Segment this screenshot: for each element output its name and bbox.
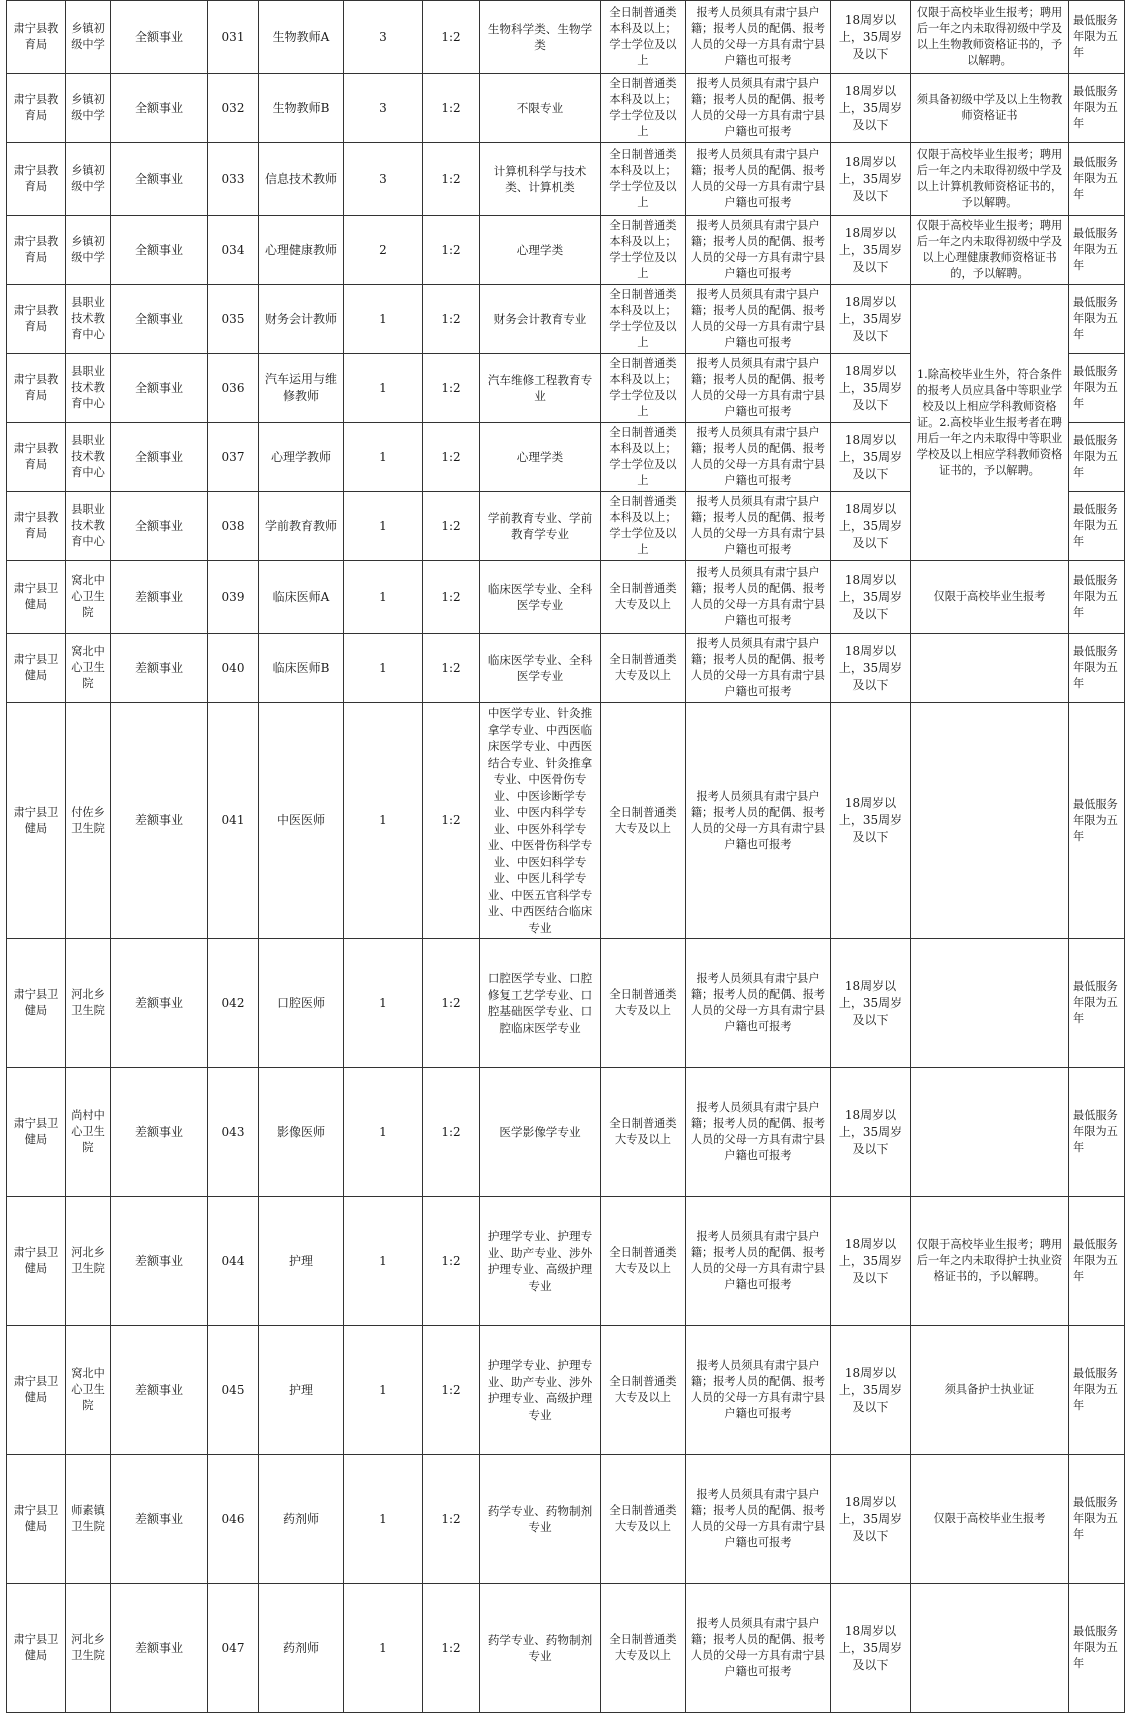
major-cell: 不限专业: [480, 74, 601, 143]
service-cell: 最低服务年限为五年: [1069, 1455, 1125, 1584]
age-cell: 18周岁以上，35周岁及以下: [831, 216, 911, 285]
age-cell: 18周岁以上，35周岁及以下: [831, 423, 911, 492]
unit-cell: 乡镇初级中学: [66, 1, 111, 74]
education-cell: 全日制普通类大专及以上: [601, 1455, 686, 1584]
recruitment-table: [6, 0, 1125, 1713]
unit-cell: 乡镇初级中学: [66, 74, 111, 143]
hukou-cell: 报考人员须具有肃宁县户籍；报考人员的配偶、报考人员的父母一方具有肃宁县户籍也可报考: [686, 634, 831, 703]
post-cell: 生物教师A: [259, 1, 344, 74]
nature-cell: 差额事业: [111, 1068, 208, 1197]
major-cell: 护理学专业、护理专业、助产专业、涉外护理专业、高级护理专业: [480, 1197, 601, 1326]
dept-cell: 肃宁县教育局: [7, 354, 66, 423]
merged-note-cell: 1.除高校毕业生外，符合条件的报考人员应具备中等职业学校及以上相应学科教师资格证。2.高校毕业生报考者在聘用后一年之内未取得中等职业学校及以上相应学科教师资格证书的，予以解聘。: [911, 285, 1069, 561]
code-cell: 045: [208, 1326, 259, 1455]
hukou-cell: 报考人员须具有肃宁县户籍；报考人员的配偶、报考人员的父母一方具有肃宁县户籍也可报考: [686, 1584, 831, 1713]
note-cell: [911, 939, 1069, 1068]
table-row: [7, 1197, 1125, 1326]
nature-cell: 全额事业: [111, 216, 208, 285]
hukou-cell: 报考人员须具有肃宁县户籍；报考人员的配偶、报考人员的父母一方具有肃宁县户籍也可报考: [686, 1455, 831, 1584]
age-cell: 18周岁以上，35周岁及以下: [831, 143, 911, 216]
table-row: [7, 1068, 1125, 1197]
dept-cell: 肃宁县卫健局: [7, 703, 66, 939]
education-cell: 全日制普通类本科及以上；学士学位及以上: [601, 423, 686, 492]
note-cell: [911, 1068, 1069, 1197]
post-cell: 口腔医师: [259, 939, 344, 1068]
post-cell: 临床医师A: [259, 561, 344, 634]
age-cell: 18周岁以上，35周岁及以下: [831, 561, 911, 634]
unit-cell: 窝北中心卫生院: [66, 1326, 111, 1455]
age-cell: 18周岁以上，35周岁及以下: [831, 634, 911, 703]
service-cell: 最低服务年限为五年: [1069, 1197, 1125, 1326]
unit-cell: 付佐乡卫生院: [66, 703, 111, 939]
code-cell: 042: [208, 939, 259, 1068]
code-cell: 040: [208, 634, 259, 703]
age-cell: 18周岁以上，35周岁及以下: [831, 74, 911, 143]
major-cell: 学前教育专业、学前教育学专业: [480, 492, 601, 561]
age-cell: 18周岁以上，35周岁及以下: [831, 1326, 911, 1455]
table-row: [7, 561, 1125, 634]
hukou-cell: 报考人员须具有肃宁县户籍；报考人员的配偶、报考人员的父母一方具有肃宁县户籍也可报考: [686, 74, 831, 143]
nature-cell: 差额事业: [111, 1584, 208, 1713]
hukou-cell: 报考人员须具有肃宁县户籍；报考人员的配偶、报考人员的父母一方具有肃宁县户籍也可报考: [686, 1326, 831, 1455]
hukou-cell: 报考人员须具有肃宁县户籍；报考人员的配偶、报考人员的父母一方具有肃宁县户籍也可报考: [686, 561, 831, 634]
post-cell: 影像医师: [259, 1068, 344, 1197]
hukou-cell: 报考人员须具有肃宁县户籍；报考人员的配偶、报考人员的父母一方具有肃宁县户籍也可报考: [686, 1197, 831, 1326]
service-cell: 最低服务年限为五年: [1069, 634, 1125, 703]
post-cell: 学前教育教师: [259, 492, 344, 561]
dept-cell: 肃宁县卫健局: [7, 1455, 66, 1584]
hukou-cell: 报考人员须具有肃宁县户籍；报考人员的配偶、报考人员的父母一方具有肃宁县户籍也可报考: [686, 703, 831, 939]
table-row: [7, 634, 1125, 703]
post-cell: 药剂师: [259, 1455, 344, 1584]
count-cell: 1: [344, 634, 423, 703]
major-cell: 药学专业、药物制剂专业: [480, 1455, 601, 1584]
major-cell: 财务会计教育专业: [480, 285, 601, 354]
ratio-cell: 1:2: [423, 939, 480, 1068]
count-cell: 1: [344, 1197, 423, 1326]
nature-cell: 差额事业: [111, 703, 208, 939]
count-cell: 1: [344, 1455, 423, 1584]
nature-cell: 差额事业: [111, 634, 208, 703]
nature-cell: 差额事业: [111, 939, 208, 1068]
table-row: [7, 216, 1125, 285]
count-cell: 2: [344, 216, 423, 285]
ratio-cell: 1:2: [423, 1455, 480, 1584]
count-cell: 1: [344, 1326, 423, 1455]
service-cell: 最低服务年限为五年: [1069, 216, 1125, 285]
education-cell: 全日制普通类大专及以上: [601, 561, 686, 634]
post-cell: 生物教师B: [259, 74, 344, 143]
count-cell: 1: [344, 492, 423, 561]
major-cell: 生物科学类、生物学类: [480, 1, 601, 74]
ratio-cell: 1:2: [423, 216, 480, 285]
age-cell: 18周岁以上，35周岁及以下: [831, 1584, 911, 1713]
nature-cell: 全额事业: [111, 143, 208, 216]
major-cell: 计算机科学与技术类、计算机类: [480, 143, 601, 216]
note-cell: [911, 1584, 1069, 1713]
service-cell: 最低服务年限为五年: [1069, 354, 1125, 423]
unit-cell: 窝北中心卫生院: [66, 634, 111, 703]
major-cell: 心理学类: [480, 423, 601, 492]
count-cell: 1: [344, 561, 423, 634]
table-body: [7, 1, 1125, 1713]
ratio-cell: 1:2: [423, 492, 480, 561]
ratio-cell: 1:2: [423, 561, 480, 634]
post-cell: 药剂师: [259, 1584, 344, 1713]
age-cell: 18周岁以上，35周岁及以下: [831, 492, 911, 561]
ratio-cell: 1:2: [423, 74, 480, 143]
education-cell: 全日制普通类本科及以上；学士学位及以上: [601, 1, 686, 74]
count-cell: 1: [344, 354, 423, 423]
major-cell: 临床医学专业、全科医学专业: [480, 634, 601, 703]
unit-cell: 河北乡卫生院: [66, 939, 111, 1068]
dept-cell: 肃宁县教育局: [7, 492, 66, 561]
service-cell: 最低服务年限为五年: [1069, 74, 1125, 143]
ratio-cell: 1:2: [423, 354, 480, 423]
education-cell: 全日制普通类大专及以上: [601, 1068, 686, 1197]
table-row: [7, 74, 1125, 143]
education-cell: 全日制普通类大专及以上: [601, 1197, 686, 1326]
age-cell: 18周岁以上，35周岁及以下: [831, 354, 911, 423]
code-cell: 041: [208, 703, 259, 939]
code-cell: 038: [208, 492, 259, 561]
nature-cell: 差额事业: [111, 1455, 208, 1584]
note-cell: 须具备初级中学及以上生物教师资格证书: [911, 74, 1069, 143]
nature-cell: 全额事业: [111, 285, 208, 354]
unit-cell: 河北乡卫生院: [66, 1197, 111, 1326]
nature-cell: 差额事业: [111, 1326, 208, 1455]
dept-cell: 肃宁县卫健局: [7, 1326, 66, 1455]
table-row: [7, 143, 1125, 216]
post-cell: 财务会计教师: [259, 285, 344, 354]
unit-cell: 县职业技术教育中心: [66, 423, 111, 492]
service-cell: 最低服务年限为五年: [1069, 285, 1125, 354]
nature-cell: 全额事业: [111, 1, 208, 74]
dept-cell: 肃宁县教育局: [7, 285, 66, 354]
note-cell: 仅限于高校毕业生报考；聘用后一年之内未取得初级中学及以上心理健康教师资格证书的，予以解聘。: [911, 216, 1069, 285]
hukou-cell: 报考人员须具有肃宁县户籍；报考人员的配偶、报考人员的父母一方具有肃宁县户籍也可报考: [686, 1068, 831, 1197]
age-cell: 18周岁以上，35周岁及以下: [831, 285, 911, 354]
unit-cell: 尚村中心卫生院: [66, 1068, 111, 1197]
education-cell: 全日制普通类大专及以上: [601, 939, 686, 1068]
unit-cell: 窝北中心卫生院: [66, 561, 111, 634]
major-cell: 药学专业、药物制剂专业: [480, 1584, 601, 1713]
table-row: [7, 1584, 1125, 1713]
table-row: [7, 1455, 1125, 1584]
dept-cell: 肃宁县教育局: [7, 1, 66, 74]
dept-cell: 肃宁县教育局: [7, 216, 66, 285]
post-cell: 护理: [259, 1197, 344, 1326]
dept-cell: 肃宁县卫健局: [7, 561, 66, 634]
dept-cell: 肃宁县卫健局: [7, 1197, 66, 1326]
count-cell: 1: [344, 1584, 423, 1713]
major-cell: 中医学专业、针灸推拿学专业、中西医临床医学专业、中西医结合专业、针灸推拿专业、中医骨伤专业、中医诊断学专业、中医内科学专业、中医外科学专业、中医骨伤科学专业、中医妇科学专业、中医儿科学专业、中医五官科学专业、中西医结合临床专业: [480, 703, 601, 939]
hukou-cell: 报考人员须具有肃宁县户籍；报考人员的配偶、报考人员的父母一方具有肃宁县户籍也可报考: [686, 492, 831, 561]
unit-cell: 县职业技术教育中心: [66, 354, 111, 423]
unit-cell: 县职业技术教育中心: [66, 492, 111, 561]
ratio-cell: 1:2: [423, 423, 480, 492]
count-cell: 3: [344, 143, 423, 216]
note-cell: 仅限于高校毕业生报考；聘用后一年之内未取得初级中学及以上计算机教师资格证书的，予以解聘。: [911, 143, 1069, 216]
code-cell: 039: [208, 561, 259, 634]
code-cell: 034: [208, 216, 259, 285]
note-cell: 仅限于高校毕业生报考: [911, 561, 1069, 634]
table-row: [7, 1, 1125, 74]
dept-cell: 肃宁县卫健局: [7, 634, 66, 703]
service-cell: 最低服务年限为五年: [1069, 703, 1125, 939]
major-cell: 医学影像学专业: [480, 1068, 601, 1197]
service-cell: 最低服务年限为五年: [1069, 1068, 1125, 1197]
education-cell: 全日制普通类本科及以上；学士学位及以上: [601, 354, 686, 423]
service-cell: 最低服务年限为五年: [1069, 1, 1125, 74]
post-cell: 信息技术教师: [259, 143, 344, 216]
note-cell: [911, 703, 1069, 939]
unit-cell: 师素镇卫生院: [66, 1455, 111, 1584]
ratio-cell: 1:2: [423, 1197, 480, 1326]
service-cell: 最低服务年限为五年: [1069, 492, 1125, 561]
hukou-cell: 报考人员须具有肃宁县户籍；报考人员的配偶、报考人员的父母一方具有肃宁县户籍也可报考: [686, 285, 831, 354]
nature-cell: 全额事业: [111, 74, 208, 143]
service-cell: 最低服务年限为五年: [1069, 939, 1125, 1068]
ratio-cell: 1:2: [423, 1584, 480, 1713]
ratio-cell: 1:2: [423, 1326, 480, 1455]
ratio-cell: 1:2: [423, 143, 480, 216]
note-cell: 须具备护士执业证: [911, 1326, 1069, 1455]
service-cell: 最低服务年限为五年: [1069, 561, 1125, 634]
note-cell: [911, 634, 1069, 703]
nature-cell: 全额事业: [111, 354, 208, 423]
unit-cell: 乡镇初级中学: [66, 143, 111, 216]
age-cell: 18周岁以上，35周岁及以下: [831, 703, 911, 939]
age-cell: 18周岁以上，35周岁及以下: [831, 1068, 911, 1197]
unit-cell: 县职业技术教育中心: [66, 285, 111, 354]
education-cell: 全日制普通类大专及以上: [601, 1584, 686, 1713]
dept-cell: 肃宁县卫健局: [7, 939, 66, 1068]
unit-cell: 河北乡卫生院: [66, 1584, 111, 1713]
ratio-cell: 1:2: [423, 1, 480, 74]
post-cell: 心理学教师: [259, 423, 344, 492]
code-cell: 047: [208, 1584, 259, 1713]
unit-cell: 乡镇初级中学: [66, 216, 111, 285]
code-cell: 046: [208, 1455, 259, 1584]
major-cell: 心理学类: [480, 216, 601, 285]
code-cell: 031: [208, 1, 259, 74]
dept-cell: 肃宁县卫健局: [7, 1584, 66, 1713]
education-cell: 全日制普通类大专及以上: [601, 703, 686, 939]
table-row: [7, 703, 1125, 939]
code-cell: 032: [208, 74, 259, 143]
education-cell: 全日制普通类大专及以上: [601, 634, 686, 703]
hukou-cell: 报考人员须具有肃宁县户籍；报考人员的配偶、报考人员的父母一方具有肃宁县户籍也可报考: [686, 354, 831, 423]
code-cell: 036: [208, 354, 259, 423]
major-cell: 临床医学专业、全科医学专业: [480, 561, 601, 634]
count-cell: 3: [344, 74, 423, 143]
table-row: [7, 285, 1125, 354]
count-cell: 3: [344, 1, 423, 74]
post-cell: 汽车运用与维修教师: [259, 354, 344, 423]
count-cell: 1: [344, 423, 423, 492]
age-cell: 18周岁以上，35周岁及以下: [831, 1455, 911, 1584]
nature-cell: 差额事业: [111, 561, 208, 634]
ratio-cell: 1:2: [423, 1068, 480, 1197]
post-cell: 心理健康教师: [259, 216, 344, 285]
dept-cell: 肃宁县卫健局: [7, 1068, 66, 1197]
code-cell: 043: [208, 1068, 259, 1197]
service-cell: 最低服务年限为五年: [1069, 1326, 1125, 1455]
hukou-cell: 报考人员须具有肃宁县户籍；报考人员的配偶、报考人员的父母一方具有肃宁县户籍也可报考: [686, 423, 831, 492]
post-cell: 临床医师B: [259, 634, 344, 703]
nature-cell: 全额事业: [111, 492, 208, 561]
major-cell: 口腔医学专业、口腔修复工艺学专业、口腔基础医学专业、口腔临床医学专业: [480, 939, 601, 1068]
ratio-cell: 1:2: [423, 634, 480, 703]
code-cell: 044: [208, 1197, 259, 1326]
note-cell: 仅限于高校毕业生报考；聘用后一年之内未取得初级中学及以上生物教师资格证书的，予以解聘。: [911, 1, 1069, 74]
hukou-cell: 报考人员须具有肃宁县户籍；报考人员的配偶、报考人员的父母一方具有肃宁县户籍也可报考: [686, 143, 831, 216]
age-cell: 18周岁以上，35周岁及以下: [831, 1, 911, 74]
ratio-cell: 1:2: [423, 285, 480, 354]
ratio-cell: 1:2: [423, 703, 480, 939]
count-cell: 1: [344, 1068, 423, 1197]
post-cell: 护理: [259, 1326, 344, 1455]
note-cell: 仅限于高校毕业生报考；聘用后一年之内未取得护士执业资格证书的，予以解聘。: [911, 1197, 1069, 1326]
code-cell: 037: [208, 423, 259, 492]
post-cell: 中医医师: [259, 703, 344, 939]
dept-cell: 肃宁县教育局: [7, 423, 66, 492]
table-row: [7, 1326, 1125, 1455]
education-cell: 全日制普通类本科及以上；学士学位及以上: [601, 74, 686, 143]
dept-cell: 肃宁县教育局: [7, 74, 66, 143]
age-cell: 18周岁以上，35周岁及以下: [831, 1197, 911, 1326]
hukou-cell: 报考人员须具有肃宁县户籍；报考人员的配偶、报考人员的父母一方具有肃宁县户籍也可报考: [686, 939, 831, 1068]
education-cell: 全日制普通类大专及以上: [601, 1326, 686, 1455]
hukou-cell: 报考人员须具有肃宁县户籍；报考人员的配偶、报考人员的父母一方具有肃宁县户籍也可报考: [686, 216, 831, 285]
note-cell: 仅限于高校毕业生报考: [911, 1455, 1069, 1584]
count-cell: 1: [344, 703, 423, 939]
service-cell: 最低服务年限为五年: [1069, 1584, 1125, 1713]
age-cell: 18周岁以上，35周岁及以下: [831, 939, 911, 1068]
education-cell: 全日制普通类本科及以上；学士学位及以上: [601, 143, 686, 216]
education-cell: 全日制普通类本科及以上；学士学位及以上: [601, 216, 686, 285]
code-cell: 033: [208, 143, 259, 216]
education-cell: 全日制普通类本科及以上；学士学位及以上: [601, 285, 686, 354]
major-cell: 护理学专业、护理专业、助产专业、涉外护理专业、高级护理专业: [480, 1326, 601, 1455]
count-cell: 1: [344, 939, 423, 1068]
service-cell: 最低服务年限为五年: [1069, 423, 1125, 492]
service-cell: 最低服务年限为五年: [1069, 143, 1125, 216]
table-row: [7, 939, 1125, 1068]
nature-cell: 全额事业: [111, 423, 208, 492]
code-cell: 035: [208, 285, 259, 354]
major-cell: 汽车维修工程教育专业: [480, 354, 601, 423]
nature-cell: 差额事业: [111, 1197, 208, 1326]
hukou-cell: 报考人员须具有肃宁县户籍；报考人员的配偶、报考人员的父母一方具有肃宁县户籍也可报考: [686, 1, 831, 74]
education-cell: 全日制普通类本科及以上；学士学位及以上: [601, 492, 686, 561]
count-cell: 1: [344, 285, 423, 354]
dept-cell: 肃宁县教育局: [7, 143, 66, 216]
